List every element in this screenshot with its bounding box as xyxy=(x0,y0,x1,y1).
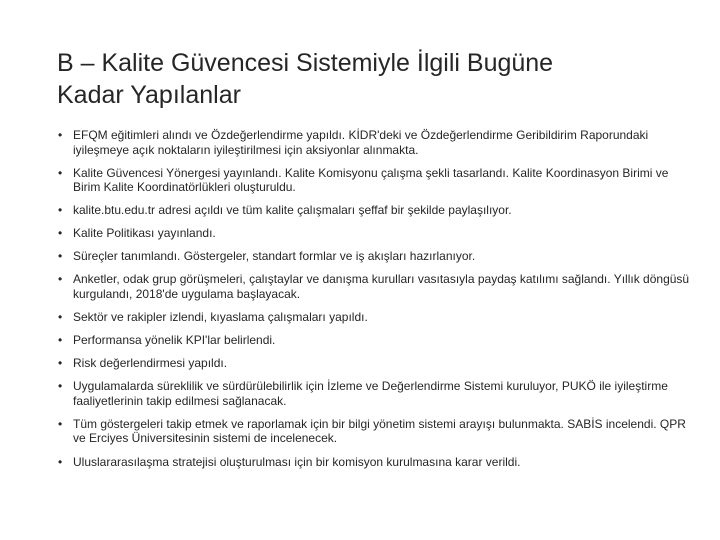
bullet-dot-icon: • xyxy=(58,454,63,469)
list-item xyxy=(57,379,697,408)
bullet-text: Uluslararasılaşma stratejisi oluşturulması için bir komisyon kurulmasına karar verildi. xyxy=(73,454,521,469)
bullet-dot-icon: • xyxy=(58,226,63,241)
list-item xyxy=(57,333,697,348)
list-item xyxy=(57,128,697,157)
bullet-text: Performansa yönelik KPI'lar belirlendi. xyxy=(73,333,276,348)
bullet-dot-icon: • xyxy=(58,249,63,264)
list-item xyxy=(57,417,697,446)
list-item xyxy=(57,203,697,218)
bullet-dot-icon: • xyxy=(58,310,63,325)
bullet-dot-icon: • xyxy=(58,128,63,142)
bullet-text: Kalite Politikası yayınlandı. xyxy=(73,226,216,241)
bullet-dot-icon: • xyxy=(58,379,63,394)
bullet-text: Kalite Güvencesi Yönergesi yayınlandı. Kalite Komisyonu çalışma şekli tasarlandı. Kalite Koordinasyon Birimi ve Birim Kalite Koordinatörlükleri oluşturuldu. xyxy=(73,165,669,195)
bullet-dot-icon: • xyxy=(58,203,63,218)
bullet-text: Risk değerlendirmesi yapıldı. xyxy=(73,356,228,371)
list-item xyxy=(57,455,697,470)
bullet-text: kalite.btu.edu.tr adresi açıldı ve tüm kalite çalışmaları şeffaf bir şekilde paylaşılıyor. xyxy=(73,203,512,218)
bullet-dot-icon: • xyxy=(58,272,63,287)
bullet-dot-icon: • xyxy=(58,416,63,431)
bullet-text: Anketler, odak grup görüşmeleri, çalıştaylar ve danışma kurulları vasıtasıyla paydaş katılımı sağlandı. Yıllık döngüsü kurgulandı, 2018'de uygulama başlayacak. xyxy=(73,272,690,301)
bullet-dot-icon: • xyxy=(58,165,63,180)
bullet-text: Süreçler tanımlandı. Göstergeler, standart formlar ve iş akışları hazırlanıyor. xyxy=(73,249,476,264)
slide-title: B – Kalite Güvencesi Sistemiyle İlgili Bugüne Kadar Yapılanlar xyxy=(57,49,554,109)
list-item xyxy=(57,249,697,264)
bullet-dot-icon: • xyxy=(58,333,63,348)
bullet-dot-icon: • xyxy=(58,356,63,371)
bullet-text: EFQM eğitimleri alındı ve Özdeğerlendirme yapıldı. KİDR'deki ve Özdeğerlendirme Geribildirim Raporundaki iyileşmeye açık noktaların iyileştirilmesi için aksiyonlar alınmakta. xyxy=(73,128,649,157)
bullet-text: Tüm göstergeleri takip etmek ve raporlamak için bir bilgi yönetim sistemi arayışı bulunmakta. SABİS incelendi. QPR ve Erciyes Üniversitesinin sistemi de incelenecek. xyxy=(73,416,686,446)
list-item xyxy=(57,272,697,301)
list-item xyxy=(57,226,697,241)
list-item xyxy=(57,166,697,195)
list-item xyxy=(57,356,697,371)
bullet-list xyxy=(57,128,697,478)
bullet-text: Uygulamalarda süreklilik ve sürdürülebilirlik için İzleme ve Değerlendirme Sistemi kuruluyor, PUKÖ ile iyileştirme faaliyetlerinin takip edilmesi sağlanacak. xyxy=(73,379,668,408)
bullet-text: Sektör ve rakipler izlendi, kıyaslama çalışmaları yapıldı. xyxy=(73,310,368,325)
list-item xyxy=(57,310,697,325)
